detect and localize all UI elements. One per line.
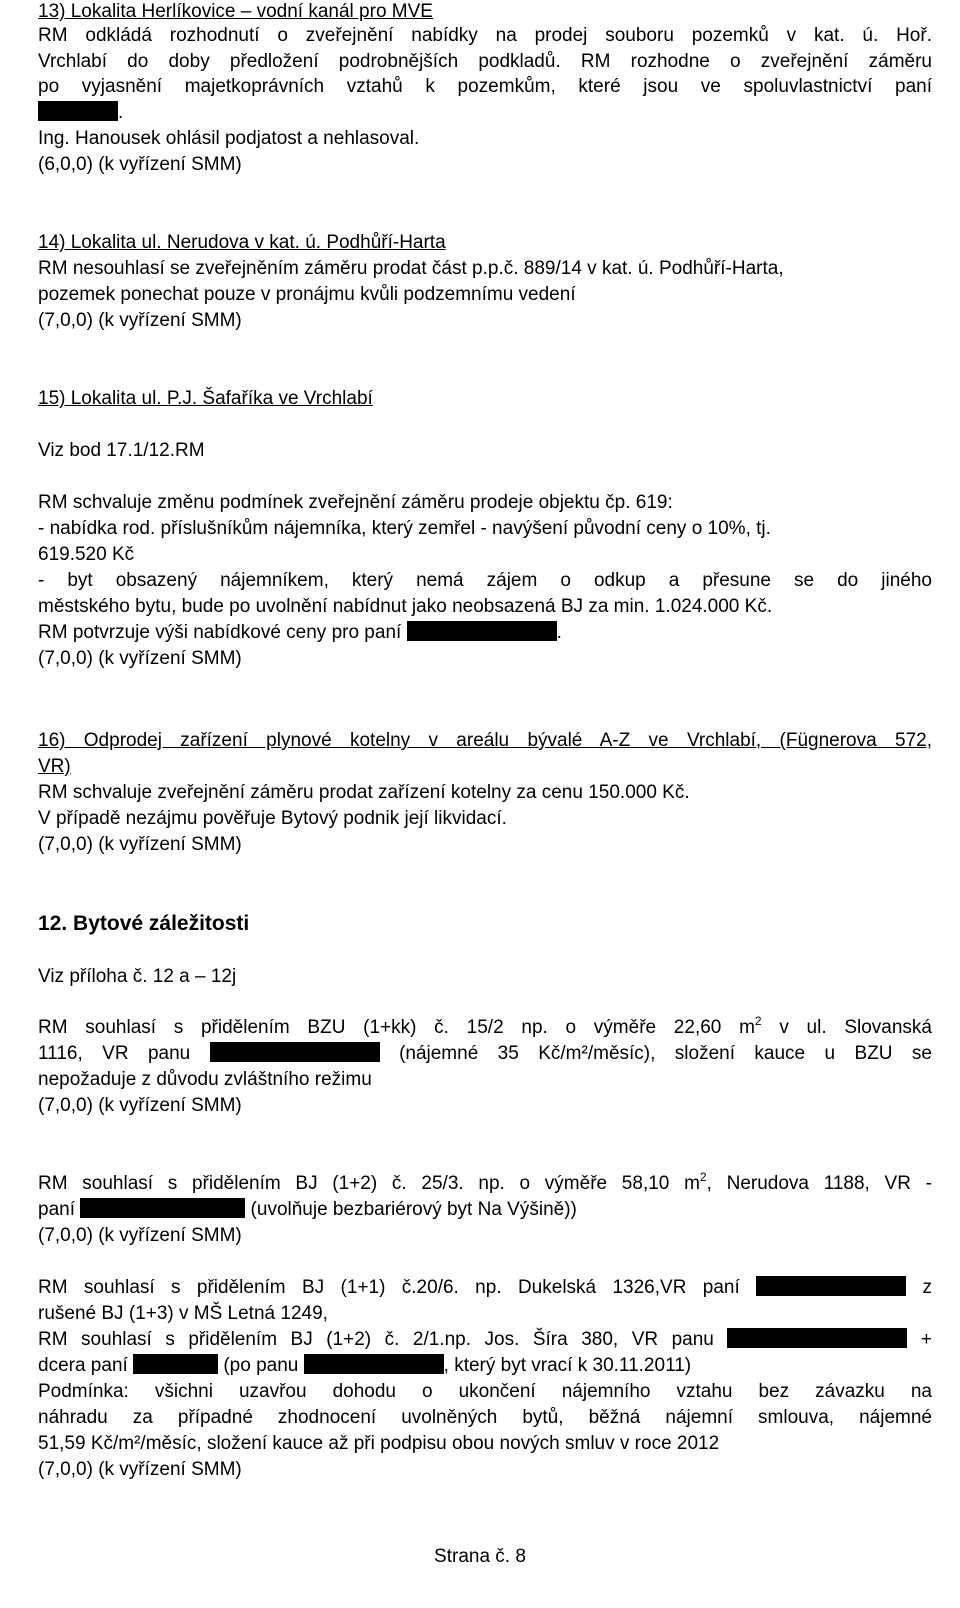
s12a-line-1 <box>38 1016 932 1040</box>
s12b-line-1-text <box>38 1170 932 1194</box>
s12c-line-6: náhradu za případné zhodnocení uvolněných bytů, běžná nájemní smlouva, nájemné <box>38 1407 932 1428</box>
s12c-line-1 <box>38 1276 932 1300</box>
s16-vote: (7,0,0) (k vyřízení SMM) <box>38 834 242 855</box>
section-12-heading <box>38 911 249 937</box>
s12a-l1-main: RM souhlasí s přidělením BZU (1+kk) č. 15/2 np. o výměře 22,60 m <box>38 1017 755 1038</box>
s12b-l2-head: paní <box>38 1199 75 1220</box>
section-16-title-2: VR) <box>38 756 71 777</box>
s12a-line-2 <box>38 1042 932 1066</box>
redaction-block <box>727 1328 907 1348</box>
redaction-block <box>133 1354 218 1374</box>
s12b-l1-tail: , Nerudova 1188, VR - <box>706 1173 932 1194</box>
section-16-title-1: 16) Odprodej zařízení plynové kotelny v areálu bývalé A-Z ve Vrchlabí, (Fügnerova 572, <box>38 730 932 751</box>
section-13-title: 13) Lokalita Herlíkovice – vodní kanál pro MVE <box>38 1 433 22</box>
s12c-line-3 <box>38 1328 932 1352</box>
superscript: 2 <box>754 1014 762 1028</box>
s14-vote: (7,0,0) (k vyřízení SMM) <box>38 310 242 331</box>
s14-line-2: pozemek ponechat pouze v pronájmu kvůli podzemnímu vedení <box>38 284 576 305</box>
s13-line-5: Ing. Hanousek ohlásil podjatost a nehlasoval. <box>38 128 420 149</box>
s13-line-4-tail: . <box>118 102 124 123</box>
s14-line-1: RM nesouhlasí se zveřejněním záměru prodat část p.p.č. 889/14 v kat. ú. Podhůří-Harta, <box>38 258 784 279</box>
redaction-block <box>756 1276 906 1296</box>
s15-line-6 <box>38 621 932 645</box>
s12c-l4-a: dcera paní <box>38 1355 128 1376</box>
s12b-line-2 <box>38 1198 932 1222</box>
section-heading-text: Bytové záležitosti <box>73 912 250 935</box>
redaction-block <box>407 621 557 641</box>
s15-ref: Viz bod 17.1/12.RM <box>38 440 205 461</box>
superscript: 2 <box>699 1170 707 1184</box>
s16-line-2: V případě nezájmu pověřuje Bytový podnik její likvidací. <box>38 808 507 829</box>
s12a-line-1-text <box>38 1014 932 1038</box>
redaction-block <box>80 1198 245 1218</box>
s15-line-6-text: RM potvrzuje výši nabídkové ceny pro paní <box>38 622 402 643</box>
section-15-title: 15) Lokalita ul. P.J. Šafaříka ve Vrchlabí <box>38 388 373 409</box>
s12a-vote: (7,0,0) (k vyřízení SMM) <box>38 1095 242 1116</box>
s12c-line-2: rušené BJ (1+3) v MŠ Letná 1249, <box>38 1303 328 1324</box>
s12c-vote: (7,0,0) (k vyřízení SMM) <box>38 1459 242 1480</box>
s12a-l2-tail: (nájemné 35 Kč/m²/měsíc), složení kauce u BZU se <box>399 1043 933 1064</box>
s12c-line-4 <box>38 1354 932 1378</box>
s12a-line-3: nepožaduje z důvodu zvláštního režimu <box>38 1069 372 1090</box>
s15-line-5: městského bytu, bude po uvolnění nabídnut jako neobsazená BJ za min. 1.024.000 Kč. <box>38 596 773 617</box>
s12c-line-7: 51,59 Kč/m²/měsíc, složení kauce až při podpisu obou nových smluv v roce 2012 <box>38 1433 720 1454</box>
s12b-line-1 <box>38 1172 932 1196</box>
s12c-l3-main: RM souhlasí s přidělením BJ (1+2) č. 2/1.np. Jos. Šíra 380, VR panu <box>38 1329 714 1350</box>
s13-line-3: po vyjasnění majetkoprávních vztahů k pozemkům, které jsou ve spoluvlastnictví paní <box>38 76 932 97</box>
s12b-l1-main: RM souhlasí s přidělením BJ (1+2) č. 25/3. np. o výměře 58,10 m <box>38 1173 700 1194</box>
s15-line-1: RM schvaluje změnu podmínek zveřejnění záměru prodeje objektu čp. 619: <box>38 492 673 513</box>
s13-line-4 <box>38 101 932 125</box>
section-14-title: 14) Lokalita ul. Nerudova v kat. ú. Podhůří-Harta <box>38 232 446 253</box>
redaction-block <box>210 1042 380 1062</box>
s15-line-2: - nabídka rod. příslušníkům nájemníka, který zemřel - navýšení původní ceny o 10%, tj. <box>38 518 771 539</box>
s12-ref: Viz příloha č. 12 a – 12j <box>38 966 237 987</box>
s12c-l1-main: RM souhlasí s přidělením BJ (1+1) č.20/6. np. Dukelská 1326,VR paní <box>38 1277 740 1298</box>
page-number: Strana č. 8 <box>434 1546 526 1567</box>
s15-line-3: 619.520 Kč <box>38 544 135 565</box>
s15-vote: (7,0,0) (k vyřízení SMM) <box>38 648 242 669</box>
s12c-l4-c: , který byt vrací k 30.11.2011) <box>443 1355 692 1376</box>
s12c-l3-tail: + <box>920 1329 933 1350</box>
s15-line-4: - byt obsazený nájemníkem, který nemá zájem o odkup a přesune se do jiného <box>38 570 932 591</box>
section-number: 12. <box>38 912 68 935</box>
s12c-line-5: Podmínka: všichni uzavřou dohodu o ukončení nájemního vztahu bez závazku na <box>38 1381 932 1402</box>
s12a-l2-head: 1116, VR panu <box>38 1043 191 1064</box>
s12a-l1-tail: v ul. Slovanská <box>761 1017 932 1038</box>
s12c-l4-b: (po panu <box>223 1355 299 1376</box>
s13-line-2: Vrchlabí do doby předložení podrobnějších podkladů. RM rozhodne o zveřejnění záměru <box>38 51 932 72</box>
redaction-block <box>38 101 118 121</box>
s12b-vote: (7,0,0) (k vyřízení SMM) <box>38 1225 242 1246</box>
s13-vote: (6,0,0) (k vyřízení SMM) <box>38 154 242 175</box>
s12b-l2-tail: (uvolňuje bezbariérový byt Na Výšině)) <box>250 1199 577 1220</box>
s12c-l1-tail: z <box>922 1277 933 1298</box>
redaction-block <box>304 1354 444 1374</box>
s16-line-1: RM schvaluje zveřejnění záměru prodat zařízení kotelny za cenu 150.000 Kč. <box>38 782 690 803</box>
s13-line-1: RM odkládá rozhodnutí o zveřejnění nabídky na prodej souboru pozemků v kat. ú. Hoř. <box>38 25 932 46</box>
s15-line-6-tail: . <box>556 622 562 643</box>
